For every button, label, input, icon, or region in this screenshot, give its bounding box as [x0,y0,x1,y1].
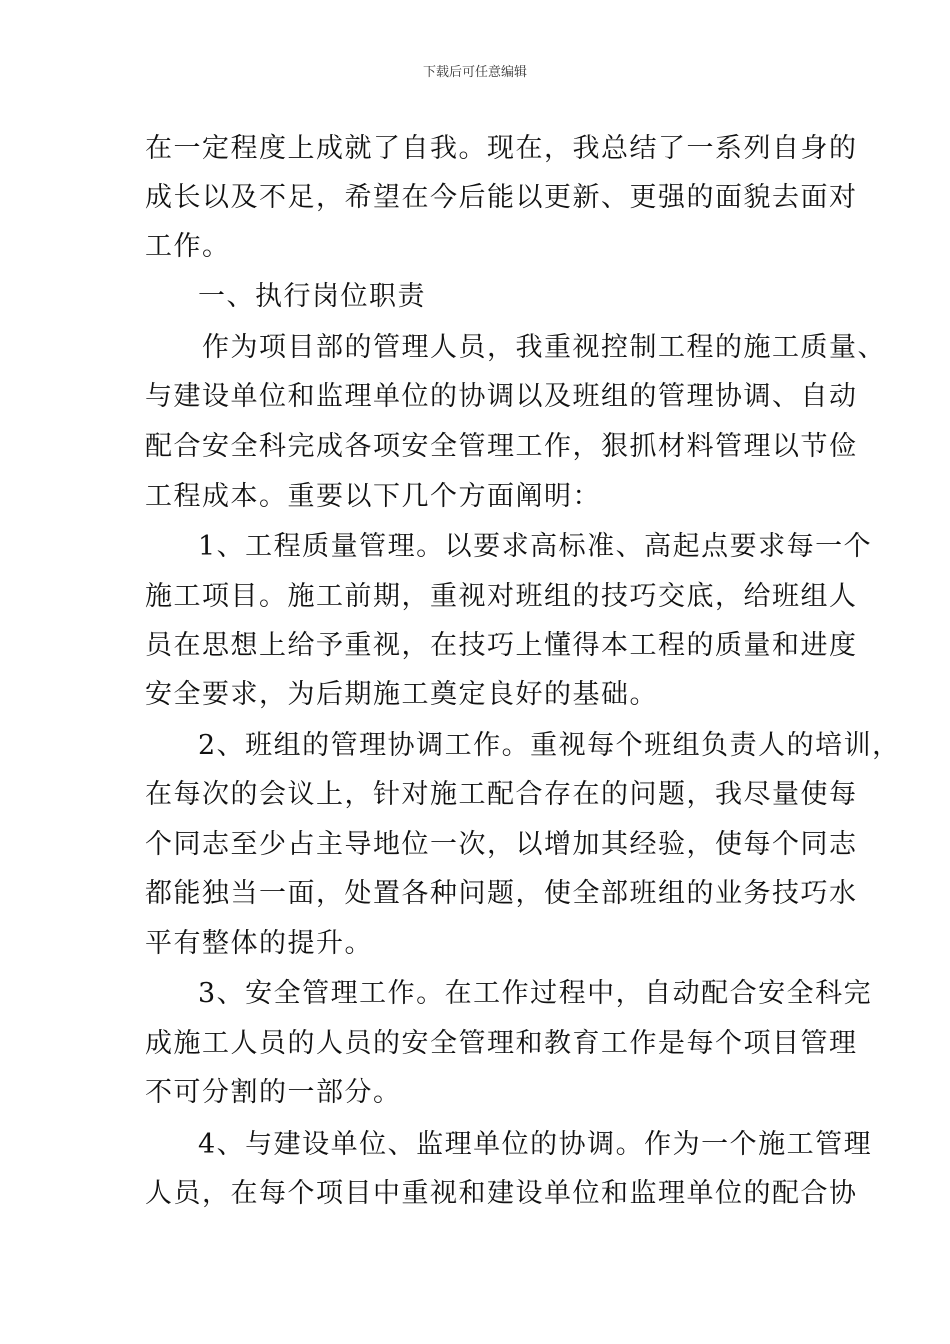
text-line: 人员，在每个项目中重视和建设单位和监理单位的配合协 [145,1178,858,1209]
text-line: 3、安全管理工作。在工作过程中，自动配合安全科完 [198,978,873,1009]
text-line: 在每次的会议上，针对施工配合存在的问题，我尽量使每 [145,779,858,810]
text-line: 配合安全科完成各项安全管理工作，狠抓材料管理以节俭 [145,431,858,462]
text-line: 不可分割的一部分。 [145,1077,402,1108]
page-header: 下载后可任意编辑 [422,65,527,80]
text-line: 成施工人员的人员的安全管理和教育工作是每个项目管理 [145,1028,858,1059]
text-line: 作为项目部的管理人员，我重视控制工程的施工质量、 [202,332,886,363]
text-line: 平有整体的提升。 [145,928,373,959]
text-line: 工程成本。重要以下几个方面阐明： [145,481,601,512]
text-line: 工作。 [145,231,231,262]
text-line: 成长以及不足，希望在今后能以更新、更强的面貌去面对 [145,182,858,213]
text-line: 4、与建设单位、监理单位的协调。作为一个施工管理 [198,1129,873,1160]
text-line: 2、班组的管理协调工作。重视每个班组负责人的培训， [198,730,901,761]
text-line: 安全要求，为后期施工奠定良好的基础。 [145,679,658,710]
section-heading: 一、执行岗位职责 [198,281,426,312]
text-line: 施工项目。施工前期，重视对班组的技巧交底，给班组人 [145,581,858,612]
text-line: 个同志至少占主导地位一次，以增加其经验，使每个同志 [145,829,858,860]
text-line: 与建设单位和监理单位的协调以及班组的管理协调、自动 [145,381,858,412]
text-line: 员在思想上给予重视，在技巧上懂得本工程的质量和进度 [145,630,858,661]
text-line: 1、工程质量管理。以要求高标准、高起点要求每一个 [198,531,873,562]
text-line: 在一定程度上成就了自我。现在，我总结了一系列自身的 [145,133,858,164]
text-line: 都能独当一面，处置各种问题，使全部班组的业务技巧水 [145,878,858,909]
